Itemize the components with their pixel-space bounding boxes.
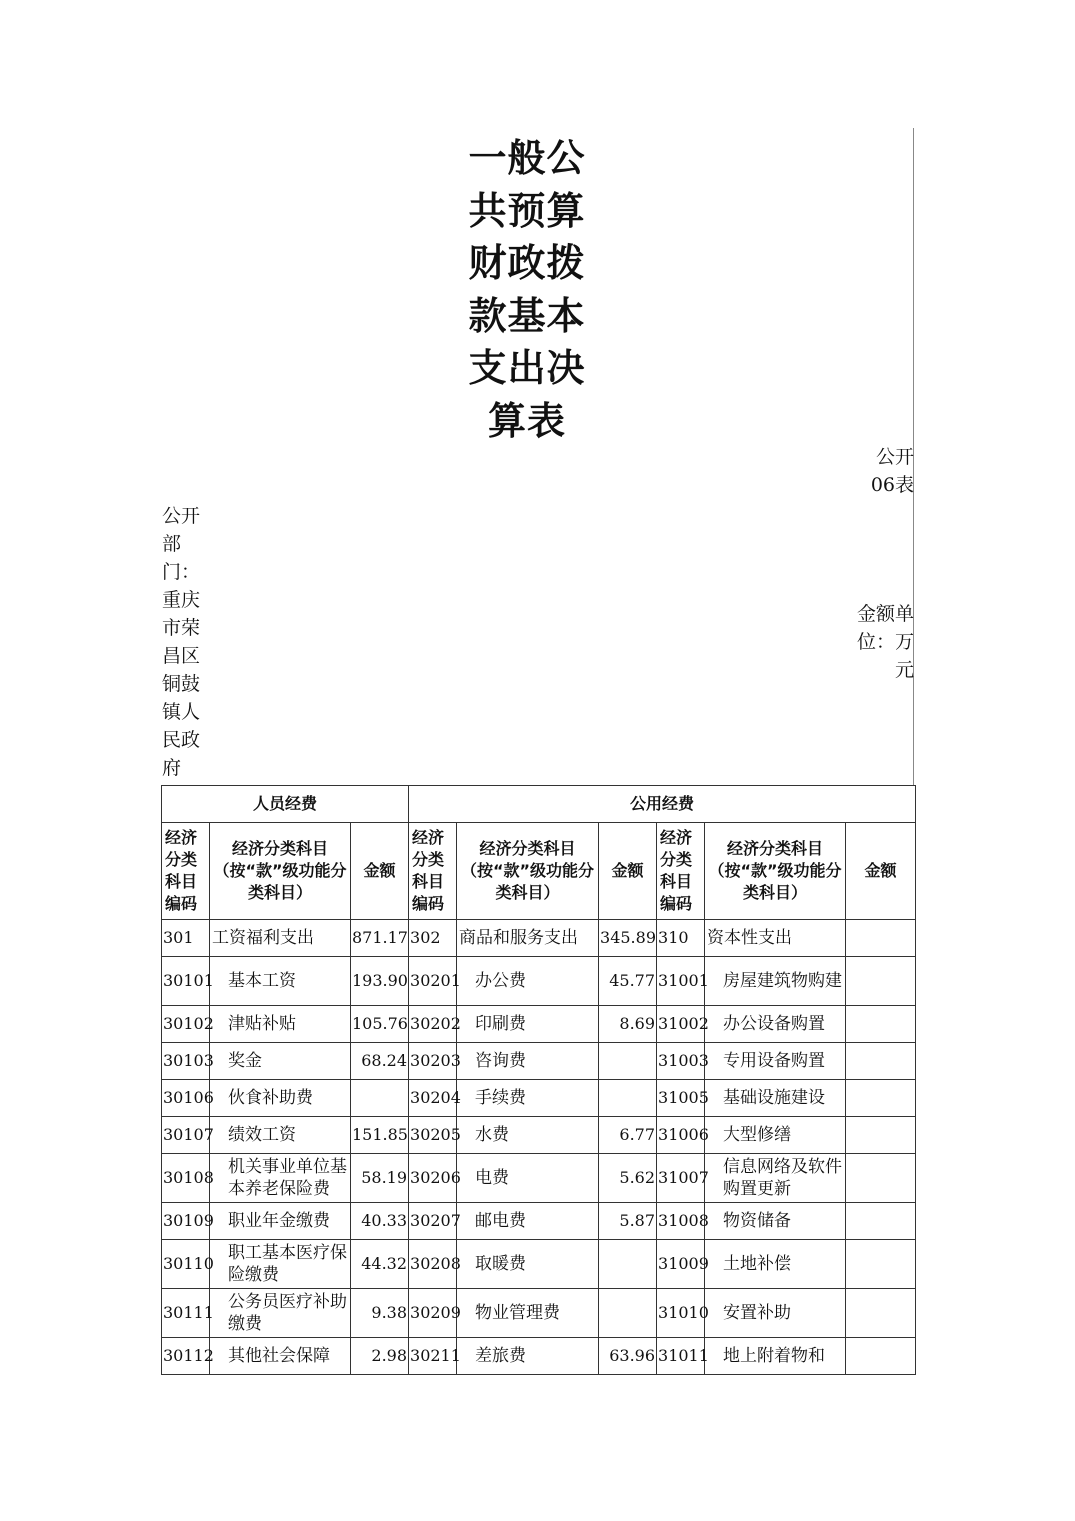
code-cell: 31003 bbox=[657, 1043, 705, 1080]
code-cell: 31007 bbox=[657, 1154, 705, 1203]
amount-cell bbox=[846, 1154, 916, 1203]
name-cell: 津贴补贴 bbox=[210, 1006, 351, 1043]
amount-cell bbox=[846, 1117, 916, 1154]
code-cell: 30209 bbox=[409, 1289, 457, 1338]
name-cell: 差旅费 bbox=[457, 1338, 599, 1375]
amount-cell: 105.76 bbox=[351, 1006, 409, 1043]
code-cell: 31005 bbox=[657, 1080, 705, 1117]
code-cell: 30107 bbox=[162, 1117, 210, 1154]
name-header: 经济分类科目（按“款”级功能分类科目） bbox=[457, 823, 599, 920]
name-cell: 手续费 bbox=[457, 1080, 599, 1117]
code-cell: 30207 bbox=[409, 1203, 457, 1240]
code-cell: 31008 bbox=[657, 1203, 705, 1240]
code-cell: 30206 bbox=[409, 1154, 457, 1203]
name-header: 经济分类科目（按“款”级功能分类科目） bbox=[210, 823, 351, 920]
name-cell: 伙食补助费 bbox=[210, 1080, 351, 1117]
name-cell: 电费 bbox=[457, 1154, 599, 1203]
name-cell: 物资储备 bbox=[705, 1203, 846, 1240]
name-cell: 水费 bbox=[457, 1117, 599, 1154]
name-cell: 大型修缮 bbox=[705, 1117, 846, 1154]
table-row bbox=[162, 1006, 916, 1043]
amount-cell bbox=[599, 1043, 657, 1080]
amount-cell bbox=[846, 1289, 916, 1338]
name-header: 经济分类科目（按“款”级功能分类科目） bbox=[705, 823, 846, 920]
name-cell: 商品和服务支出 bbox=[457, 920, 599, 957]
code-cell: 30108 bbox=[162, 1154, 210, 1203]
amount-cell: 8.69 bbox=[599, 1006, 657, 1043]
expenditure-table bbox=[161, 785, 916, 1375]
code-cell: 30204 bbox=[409, 1080, 457, 1117]
amount-cell bbox=[351, 1080, 409, 1117]
amount-cell bbox=[599, 1080, 657, 1117]
amount-cell: 63.96 bbox=[599, 1338, 657, 1375]
amount-header: 金额 bbox=[846, 823, 916, 920]
code-cell: 30208 bbox=[409, 1240, 457, 1289]
code-cell: 301 bbox=[162, 920, 210, 957]
name-cell: 办公设备购置 bbox=[705, 1006, 846, 1043]
table-row bbox=[162, 1080, 916, 1117]
amount-header: 金额 bbox=[351, 823, 409, 920]
table-row bbox=[162, 1203, 916, 1240]
name-cell: 印刷费 bbox=[457, 1006, 599, 1043]
name-cell: 基本工资 bbox=[210, 957, 351, 1006]
name-cell: 职业年金缴费 bbox=[210, 1203, 351, 1240]
department-label: 公开部门：重庆市荣昌区铜鼓镇人民政府 bbox=[162, 505, 201, 779]
amount-unit-label: 金额单位：万元 bbox=[856, 603, 914, 681]
code-cell: 30203 bbox=[409, 1043, 457, 1080]
name-cell: 邮电费 bbox=[457, 1203, 599, 1240]
name-cell: 工资福利支出 bbox=[210, 920, 351, 957]
code-cell: 310 bbox=[657, 920, 705, 957]
code-header: 经济分类科目编码 bbox=[409, 823, 457, 920]
amount-cell bbox=[846, 957, 916, 1006]
code-header: 经济分类科目编码 bbox=[657, 823, 705, 920]
table-row bbox=[162, 1117, 916, 1154]
amount-cell: 193.90 bbox=[351, 957, 409, 1006]
amount-header: 金额 bbox=[599, 823, 657, 920]
amount-cell bbox=[846, 1080, 916, 1117]
code-cell: 31006 bbox=[657, 1117, 705, 1154]
name-cell: 资本性支出 bbox=[705, 920, 846, 957]
amount-cell bbox=[846, 920, 916, 957]
name-cell: 其他社会保障 bbox=[210, 1338, 351, 1375]
table-row bbox=[162, 957, 916, 1006]
form-number: 公开06表 bbox=[870, 446, 914, 496]
table-row bbox=[162, 1154, 916, 1203]
code-cell: 30112 bbox=[162, 1338, 210, 1375]
amount-cell bbox=[599, 1240, 657, 1289]
name-cell: 机关事业单位基本养老保险费 bbox=[210, 1154, 351, 1203]
amount-cell bbox=[599, 1289, 657, 1338]
amount-cell bbox=[846, 1203, 916, 1240]
table-row bbox=[162, 1338, 916, 1375]
code-cell: 30202 bbox=[409, 1006, 457, 1043]
amount-cell bbox=[846, 1043, 916, 1080]
name-cell: 信息网络及软件购置更新 bbox=[705, 1154, 846, 1203]
amount-cell: 5.87 bbox=[599, 1203, 657, 1240]
table-row bbox=[162, 920, 916, 957]
code-cell: 30110 bbox=[162, 1240, 210, 1289]
name-cell: 咨询费 bbox=[457, 1043, 599, 1080]
name-cell: 专用设备购置 bbox=[705, 1043, 846, 1080]
name-cell: 物业管理费 bbox=[457, 1289, 599, 1338]
table-row bbox=[162, 1289, 916, 1338]
name-cell: 安置补助 bbox=[705, 1289, 846, 1338]
page-title: 一般公共预算财政拨款基本支出决算表 bbox=[468, 135, 586, 443]
code-cell: 31002 bbox=[657, 1006, 705, 1043]
amount-cell: 5.62 bbox=[599, 1154, 657, 1203]
name-cell: 公务员医疗补助缴费 bbox=[210, 1289, 351, 1338]
name-cell: 地上附着物和 bbox=[705, 1338, 846, 1375]
amount-cell: 45.77 bbox=[599, 957, 657, 1006]
code-cell: 31001 bbox=[657, 957, 705, 1006]
code-cell: 31011 bbox=[657, 1338, 705, 1375]
amount-cell: 9.38 bbox=[351, 1289, 409, 1338]
code-cell: 30101 bbox=[162, 957, 210, 1006]
code-cell: 30106 bbox=[162, 1080, 210, 1117]
amount-cell: 44.32 bbox=[351, 1240, 409, 1289]
name-cell: 房屋建筑物购建 bbox=[705, 957, 846, 1006]
personnel-header: 人员经费 bbox=[162, 786, 409, 823]
name-cell: 绩效工资 bbox=[210, 1117, 351, 1154]
code-cell: 30211 bbox=[409, 1338, 457, 1375]
code-cell: 30205 bbox=[409, 1117, 457, 1154]
amount-cell bbox=[846, 1006, 916, 1043]
name-cell: 基础设施建设 bbox=[705, 1080, 846, 1117]
name-cell: 取暖费 bbox=[457, 1240, 599, 1289]
name-cell: 职工基本医疗保险缴费 bbox=[210, 1240, 351, 1289]
code-cell: 31009 bbox=[657, 1240, 705, 1289]
table-row bbox=[162, 1043, 916, 1080]
public-header: 公用经费 bbox=[409, 786, 916, 823]
code-cell: 30102 bbox=[162, 1006, 210, 1043]
amount-cell: 345.89 bbox=[599, 920, 657, 957]
amount-cell: 6.77 bbox=[599, 1117, 657, 1154]
code-cell: 302 bbox=[409, 920, 457, 957]
name-cell: 办公费 bbox=[457, 957, 599, 1006]
amount-cell bbox=[846, 1240, 916, 1289]
code-cell: 30103 bbox=[162, 1043, 210, 1080]
amount-cell: 151.85 bbox=[351, 1117, 409, 1154]
amount-cell: 40.33 bbox=[351, 1203, 409, 1240]
amount-cell: 2.98 bbox=[351, 1338, 409, 1375]
table-row bbox=[162, 1240, 916, 1289]
code-cell: 30111 bbox=[162, 1289, 210, 1338]
code-cell: 31010 bbox=[657, 1289, 705, 1338]
name-cell: 土地补偿 bbox=[705, 1240, 846, 1289]
amount-cell: 871.17 bbox=[351, 920, 409, 957]
amount-cell: 68.24 bbox=[351, 1043, 409, 1080]
amount-cell: 58.19 bbox=[351, 1154, 409, 1203]
amount-cell bbox=[846, 1338, 916, 1375]
code-cell: 30109 bbox=[162, 1203, 210, 1240]
name-cell: 奖金 bbox=[210, 1043, 351, 1080]
code-header: 经济分类科目编码 bbox=[162, 823, 210, 920]
code-cell: 30201 bbox=[409, 957, 457, 1006]
